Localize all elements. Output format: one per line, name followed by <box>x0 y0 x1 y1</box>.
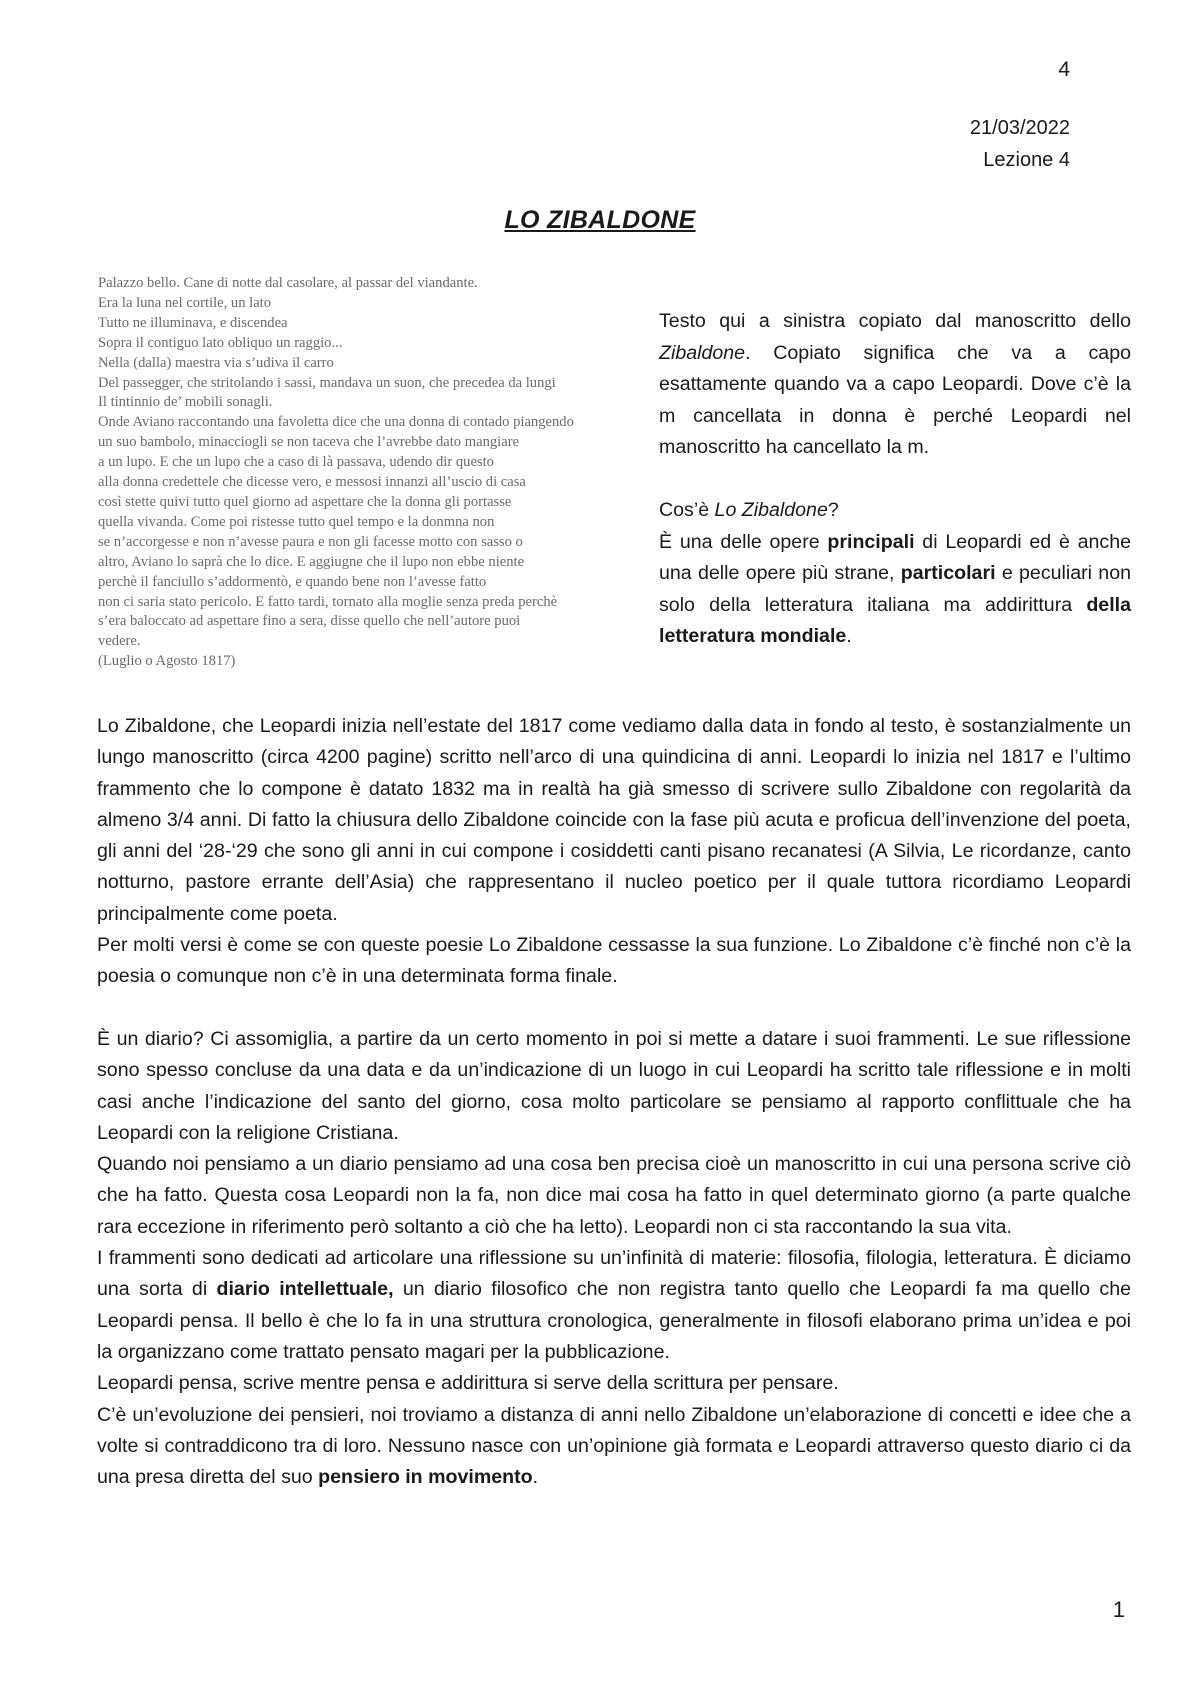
lesson-label: Lezione 4 <box>983 149 1070 171</box>
body-paragraph <box>97 1400 1131 1494</box>
side-note-emphasis: Zibaldone <box>659 341 746 364</box>
side-note-paragraph <box>659 306 1131 464</box>
manuscript-line: Sopra il contiguo lato obliquo un raggio... <box>98 334 343 351</box>
manuscript-line: perchè il fanciullo s’addormentò, e quando bene non l’avesse fatto <box>98 573 487 590</box>
side-note-text: Testo qui a sinistra copiato dal manoscritto dello <box>659 310 1131 332</box>
spacer <box>97 993 1131 1024</box>
manuscript-line: se n’accorgesse e non n’avesse paura e non gli facesse motto con sasso o <box>98 533 523 550</box>
body-text-run: . <box>532 1466 539 1489</box>
body-bold: pensiero in movimento <box>318 1466 533 1489</box>
manuscript-line: Del passegger, che stritolando i sassi, mandava un suon, che precedea da lungi <box>98 374 556 391</box>
manuscript-line: Onde Aviano raccontando una favoletta dice che una donna di contado piangendo <box>98 414 574 431</box>
side-note-bold: particolari <box>900 562 996 584</box>
side-note-bold: principali <box>827 530 915 553</box>
body-text-run: un diario filosofico che non registra tanto quello che Leopardi fa ma quello che Leopardi pensa. Il bello è che lo fa in una struttura cronologica, generalmente in filosofi elaborano prima un’idea e poi la organizzano come trattato pensato magari per la pubblicazione. <box>97 1278 1131 1363</box>
spacer <box>659 464 1131 496</box>
side-notes <box>659 306 1131 653</box>
manuscript-line: Nella (dalla) maestra via s’udiva il carro <box>98 354 334 371</box>
side-note-bold: della letteratura mondiale <box>659 593 1131 647</box>
body-text-run: I frammenti sono dedicati ad articolare una riflessione su un’infinità di materie: filosofia, filologia, letteratura. È diciamo una sorta di <box>97 1247 1131 1301</box>
page-title: LO ZIBALDONE <box>504 206 696 234</box>
body-paragraph: Quando noi pensiamo a un diario pensiamo ad una cosa ben precisa cioè un manoscritto in cui una persona scrive ciò che ha fatto. Questa cosa Leopardi non la fa, non dice mai cosa ha fatto in quel determinato giorno (a parte qualche rara eccezione in riferimento però soltanto a ciò che ha letto). Leopardi non ci sta raccontando la sua vita. <box>97 1153 1131 1238</box>
body-text-run: C’è un’evoluzione dei pensieri, noi troviamo a distanza di anni nello Zibaldone un’elaborazione di concetti e idee che a volte si contraddicono tra di loro. Nessuno nasce con un’opinione già formata e Leopardi attraverso questo diario ci da una presa diretta del suo <box>97 1403 1131 1489</box>
side-note-emphasis: Lo Zibaldone <box>714 499 828 521</box>
body-paragraph: Lo Zibaldone, che Leopardi inizia nell’estate del 1817 come vediamo dalla data in fondo al testo, è sostanzialmente un lungo manoscritto (circa 4200 pagine) scritto nell’arco di una quindicina di anni. Leopardi lo inizia nel 1817 e l’ultimo frammento che lo compone è datato 1832 ma in realtà ha già smesso di scrivere sullo Zibaldone con regolarità da almeno 3/4 anni. Di fatto la chiusura dello Zibaldone coincide con la fase più acuta e proficua dell’invenzione del poeta, gli anni del ‘28-‘29 che sono gli anni in cui compone i cosiddetti canti pisano recanatesi (A Silvia, Le ricordanze, canto notturno, pastore errante dell’Asia) che rappresentano il nucleo poetico per il quale tuttora ricordiamo Leopardi principalmente come poeta. <box>97 715 1131 925</box>
manuscript-line: s’era baloccato ad aspettare fino a sera, disse quello che nell’autore puoi <box>98 613 521 630</box>
side-note-text: È una delle opere <box>659 530 828 553</box>
manuscript-line: vedere. <box>98 633 141 650</box>
lesson-date: 21/03/2022 <box>969 117 1070 139</box>
manuscript-line: Palazzo bello. Cane di notte dal casolare, al passar del viandante. <box>98 275 478 291</box>
side-note-text: e peculiari non solo della letteratura italiana ma addirittura <box>659 562 1131 616</box>
page-number-bottom: 1 <box>1112 1597 1125 1622</box>
side-note-text: . <box>846 625 852 647</box>
manuscript-line: quella vivanda. Come poi ristesse tutto quel tempo e la donmna non <box>98 513 495 530</box>
side-note-question <box>659 495 1131 527</box>
side-note-text: ? <box>827 499 839 521</box>
side-note-text: di Leopardi ed è anche una delle opere più strane, <box>659 530 1132 584</box>
manuscript-excerpt <box>98 274 658 672</box>
manuscript-line: alla donna credettele che dicesse vero, e messosi innanzi all’uscio di casa <box>98 474 526 491</box>
manuscript-line: non ci saria stato pericolo. E fatto tardi, tornato alla moglie senza preda perchè <box>98 593 558 610</box>
manuscript-line: Il tintinnio de’ mobili sonagli. <box>98 394 273 411</box>
body-paragraph: Leopardi pensa, scrive mentre pensa e addirittura si serve della scrittura per pensare. <box>97 1372 839 1395</box>
body-paragraph: Per molti versi è come se con queste poesie Lo Zibaldone cessasse la sua funzione. Lo Zibaldone c’è finché non c’è la poesia o comunque non c’è in una determinata forma finale. <box>97 934 1131 988</box>
body-bold: diario intellettuale, <box>216 1278 394 1301</box>
side-note-text: . Copiato significa che va a capo esattamente quando va a capo Leopardi. Dove c’è la m cancellata in donna è perché Leopardi nel manoscritto ha cancellato la m. <box>659 341 1131 458</box>
body-paragraph <box>97 1243 1131 1368</box>
manuscript-line: un suo bambolo, minacciogli se non taceva che l’avrebbe dato mangiare <box>98 434 520 451</box>
side-note-paragraph <box>659 527 1131 653</box>
page-number-top: 4 <box>1058 58 1070 81</box>
manuscript-line: (Luglio o Agosto 1817) <box>98 653 236 670</box>
body-paragraph: È un diario? Ci assomiglia, a partire da un certo momento in poi si mette a datare i suoi frammenti. Le sue riflessione sono spesso concluse da una data e da un’indicazione di un luogo in cui Leopardi ha scritto tale riflessione e in molti casi anche l’indicazione del santo del giorno, cosa molto particolare se pensiamo al rapporto conflittuale che ha Leopardi con la religione Cristiana. <box>97 1027 1131 1144</box>
manuscript-line: Era la luna nel cortile, un lato <box>98 294 272 311</box>
manuscript-line: così stette quivi tutto quel giorno ad aspettare che la donna gli portasse <box>98 493 512 510</box>
manuscript-line: a un lupo. E che un lupo che a caso di là passava, udendo dir questo <box>98 454 494 471</box>
side-note-text: Cos’è <box>659 499 715 521</box>
manuscript-line: altro, Aviano lo saprà che lo dice. E aggiugne che il lupo non ebbe niente <box>98 553 525 570</box>
body-text <box>97 711 1131 1493</box>
header-meta <box>970 112 1070 176</box>
manuscript-line: Tutto ne illuminava, e discendea <box>98 314 288 331</box>
